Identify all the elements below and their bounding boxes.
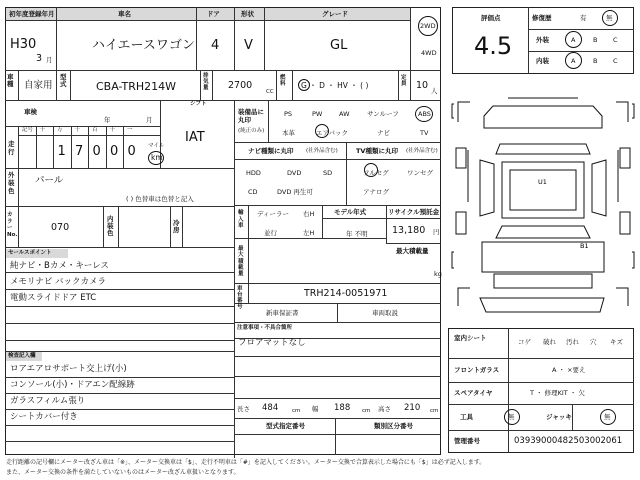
reg-month-unit: 月 <box>46 56 53 64</box>
aircon-label: 冷房 <box>173 219 180 235</box>
tools-label: 工具 <box>460 413 473 421</box>
repair-yes: 有 <box>580 14 587 22</box>
mile-label: マイル <box>148 143 165 149</box>
reg-month-value: 3 <box>36 53 43 64</box>
model-value: CBA-TRH214W <box>96 80 176 93</box>
width-label: 幅 <box>312 405 319 413</box>
tv-type-sub: (社外品含む) <box>406 148 438 154</box>
import-label: 輸入車 <box>238 210 244 230</box>
import-parallel: 並行 <box>264 229 277 237</box>
navi-dvd-play: DVD 再生可 <box>277 188 313 196</box>
mileage-digit: 0 <box>127 144 136 159</box>
mileage-col-divider <box>106 126 107 168</box>
notes-value: フロアマットなし <box>238 338 306 348</box>
category-value: 自家用 <box>24 80 53 91</box>
mileage-digit-label: 十 <box>109 127 116 133</box>
equip-label: 装備品に丸印 <box>238 108 264 124</box>
model-year-label: モデル年式 <box>334 208 367 216</box>
height-value: 210 <box>404 403 421 413</box>
footer-line-2: また、メーター交換の条件を満たしていないものはメーター改ざん車扱いとなります。 <box>6 469 240 476</box>
model-year-value: 年 不明 <box>346 230 368 238</box>
drive-4wd: 4WD <box>421 49 437 57</box>
equip-ps: PS <box>284 110 293 118</box>
km-label: km <box>151 153 163 162</box>
mileage-col-divider <box>88 126 89 168</box>
fuel-options: G ・ D ・ HV ・ ( ) <box>301 81 369 90</box>
navi-type-sub: (社外品含む) <box>306 148 338 154</box>
mileage-digit: 7 <box>75 144 84 159</box>
inspector-line-4: シートカバー付き <box>10 412 78 422</box>
interior-grade-label: 内装 <box>536 57 549 65</box>
inspection-year: 年 <box>104 116 111 124</box>
jack-label: ジャッキ <box>546 413 572 421</box>
mileage-digit-label: 千 <box>74 127 81 133</box>
mileage-digit: 0 <box>92 144 101 159</box>
equip-navi: ナビ <box>377 129 390 137</box>
navi-cd: CD <box>248 188 258 196</box>
grade-value: GL <box>330 38 348 53</box>
inspector-label: 検査記入欄 <box>8 353 36 359</box>
exterior-b: B <box>593 36 598 44</box>
person-unit: 人 <box>431 87 438 95</box>
seat-opt-stain: 汚れ <box>566 338 579 346</box>
tv-type-label: TV種類に丸印 <box>356 147 398 155</box>
new-car-cert: 新車保証書 <box>266 309 299 317</box>
reg-year-label: 初年度登録年月 <box>9 10 55 18</box>
cc-unit: CC <box>266 89 274 95</box>
doors-value: 4 <box>211 38 220 53</box>
mileage-digit-label: 十 <box>39 127 46 133</box>
shift-value: IAT <box>185 130 205 145</box>
recycle-label: リサイクル預託金 <box>388 208 440 216</box>
points-label: セールスポイント <box>8 250 52 256</box>
inspector-line-1: ロアエアロサポート交上げ(小) <box>10 364 127 374</box>
grade-label: グレード <box>322 10 348 18</box>
tv-oneseg: ワンセグ <box>407 169 433 177</box>
vehicle-damage-diagram <box>450 92 636 322</box>
mileage-label: 走行 <box>8 140 15 157</box>
exterior-a: A <box>571 36 576 44</box>
inspection-label: 車検 <box>24 108 37 116</box>
interior-color-label: 内装色 <box>107 215 114 238</box>
capacity-value: 10 <box>416 80 429 91</box>
seat-label: 室内シート <box>454 334 487 342</box>
equip-aw: AW <box>339 110 350 118</box>
navi-sd: SD <box>323 169 333 177</box>
capacity-label: 定員 <box>401 75 407 88</box>
point-line-3: 電動スライドドア ETC <box>10 293 97 303</box>
mgmt-label: 管理番号 <box>454 437 480 445</box>
mileage-digit: 0 <box>110 144 119 159</box>
type-number-label: 型式指定番号 <box>266 422 305 430</box>
max-load-label: 最大積載量 <box>396 247 429 255</box>
mileage-digit-label: 一 <box>127 127 133 133</box>
point-line-2: メモリナビ バックカメラ <box>10 277 107 287</box>
exterior-label: 外装色 <box>8 171 15 195</box>
import-dealer: ディーラー <box>257 210 289 218</box>
interior-a: A <box>571 57 576 65</box>
glass-label: フロントガラス <box>454 366 500 374</box>
doors-label: ドア <box>207 10 220 18</box>
mileage-col-divider <box>53 126 54 168</box>
reg-year-value: H30 <box>10 37 37 52</box>
navi-type-label: ナビ種類に丸印 <box>248 147 294 155</box>
repair-label: 修復歴 <box>532 14 552 22</box>
inspection-month: 月 <box>146 116 153 124</box>
exterior-grade-label: 外装 <box>536 36 549 44</box>
length-value: 484 <box>262 403 279 413</box>
mileage-digit-label: 万 <box>57 127 63 133</box>
height-cm: cm <box>430 408 439 414</box>
shape-value: V <box>244 38 253 53</box>
category-label: 車種 <box>7 73 14 89</box>
interior-c: C <box>613 57 618 65</box>
tools-value: 無 <box>508 413 515 421</box>
equip-sunroof: サンルーフ <box>367 110 399 118</box>
seat-opt-scratch: キズ <box>610 338 623 346</box>
spare-label: スペアタイヤ <box>454 389 493 397</box>
shape-label: 形状 <box>241 10 254 18</box>
mileage-digit-label: 記号 <box>22 127 34 133</box>
jack-value: 無 <box>604 413 611 421</box>
mileage-col-divider <box>123 126 124 168</box>
glass-opts: A ・ ×要え <box>552 366 586 374</box>
import-right: 右H <box>303 210 315 218</box>
color-no-value: 070 <box>51 222 70 233</box>
class-number-label: 類別区分番号 <box>374 422 413 430</box>
notes-label: 注意事項・不具合箇所 <box>237 325 293 331</box>
equip-airbag: エアバック <box>316 129 348 137</box>
navi-dvd: DVD <box>287 169 302 177</box>
footer-line-1: 走行距離の記号欄にメーター改ざん車は「※」、メーター交換車は「$」、走行不明車は「#」を記入してください。メーター交換で合算表示した場合にも「$」は必ず記入します。 <box>6 459 486 466</box>
inspector-line-2: コンソール(小)・ドアエン配線跡 <box>10 380 135 390</box>
displacement-value: 2700 <box>228 80 253 91</box>
mgmt-value: 03939000482503002061 <box>514 436 623 446</box>
model-label: 型式 <box>60 73 67 89</box>
load-side-label: 最大積載量 <box>238 246 244 278</box>
vehicle-manual: 車両取説 <box>372 309 398 317</box>
diagram-u1: U1 <box>538 178 547 186</box>
repair-no: 無 <box>606 14 613 22</box>
load-kg: kg <box>434 270 442 278</box>
width-value: 188 <box>334 403 351 413</box>
height-label: 高さ <box>378 405 391 413</box>
navi-hdd: HDD <box>246 169 261 177</box>
equip-leather: 本革 <box>282 129 295 137</box>
chassis-value: TRH214-0051971 <box>304 288 388 299</box>
equip-abs: ABS <box>418 110 431 118</box>
mileage-digit: 1 <box>57 144 66 159</box>
exterior-color: パール <box>35 175 64 186</box>
recycle-yen: 円 <box>433 228 440 236</box>
width-cm: cm <box>362 408 371 414</box>
mileage-col-divider <box>71 126 72 168</box>
equip-tv: TV <box>420 129 429 137</box>
exterior-note: ( ) 色替車は色替と記入 <box>126 195 194 203</box>
length-label: 長さ <box>237 405 250 413</box>
drive-2wd: 2WD <box>420 22 436 30</box>
fuel-label: 燃料 <box>280 75 286 88</box>
shift-label: シフト <box>190 101 207 107</box>
spare-opts: T ・ 修理KIT ・ 欠 <box>530 389 585 397</box>
recycle-value: 13,180 <box>392 225 426 236</box>
score-label: 評価点 <box>481 14 501 22</box>
inspector-line-3: ガラスフィルム張り <box>10 396 86 406</box>
equip-pw: PW <box>312 110 323 118</box>
exterior-c: C <box>613 36 618 44</box>
seat-opt-tear: 破れ <box>543 338 556 346</box>
length-cm: cm <box>292 408 301 414</box>
color-no-label: カラーNo. <box>7 212 18 238</box>
tv-analog: アナログ <box>363 188 389 196</box>
mileage-col-divider <box>36 126 37 168</box>
score-value: 4.5 <box>474 32 513 60</box>
chassis-label: 車台番号 <box>237 286 243 311</box>
tv-fullseg: フルセグ <box>363 169 389 177</box>
import-left: 左H <box>303 229 315 237</box>
diagram-b1: B1 <box>580 242 589 250</box>
mileage-digit-label: 百 <box>92 127 98 133</box>
seat-opt-hole: 穴 <box>590 338 597 346</box>
car-name-label: 車名 <box>118 10 131 18</box>
car-name-value: ハイエースワゴン <box>92 38 195 53</box>
displacement-label: 排気量 <box>203 73 209 92</box>
interior-b: B <box>593 57 598 65</box>
equip-sub: (純正のみ) <box>238 128 265 134</box>
point-line-1: 純ナビ・Bカメ・キーレス <box>10 261 109 271</box>
seat-opt-burn: コゲ <box>518 338 531 346</box>
